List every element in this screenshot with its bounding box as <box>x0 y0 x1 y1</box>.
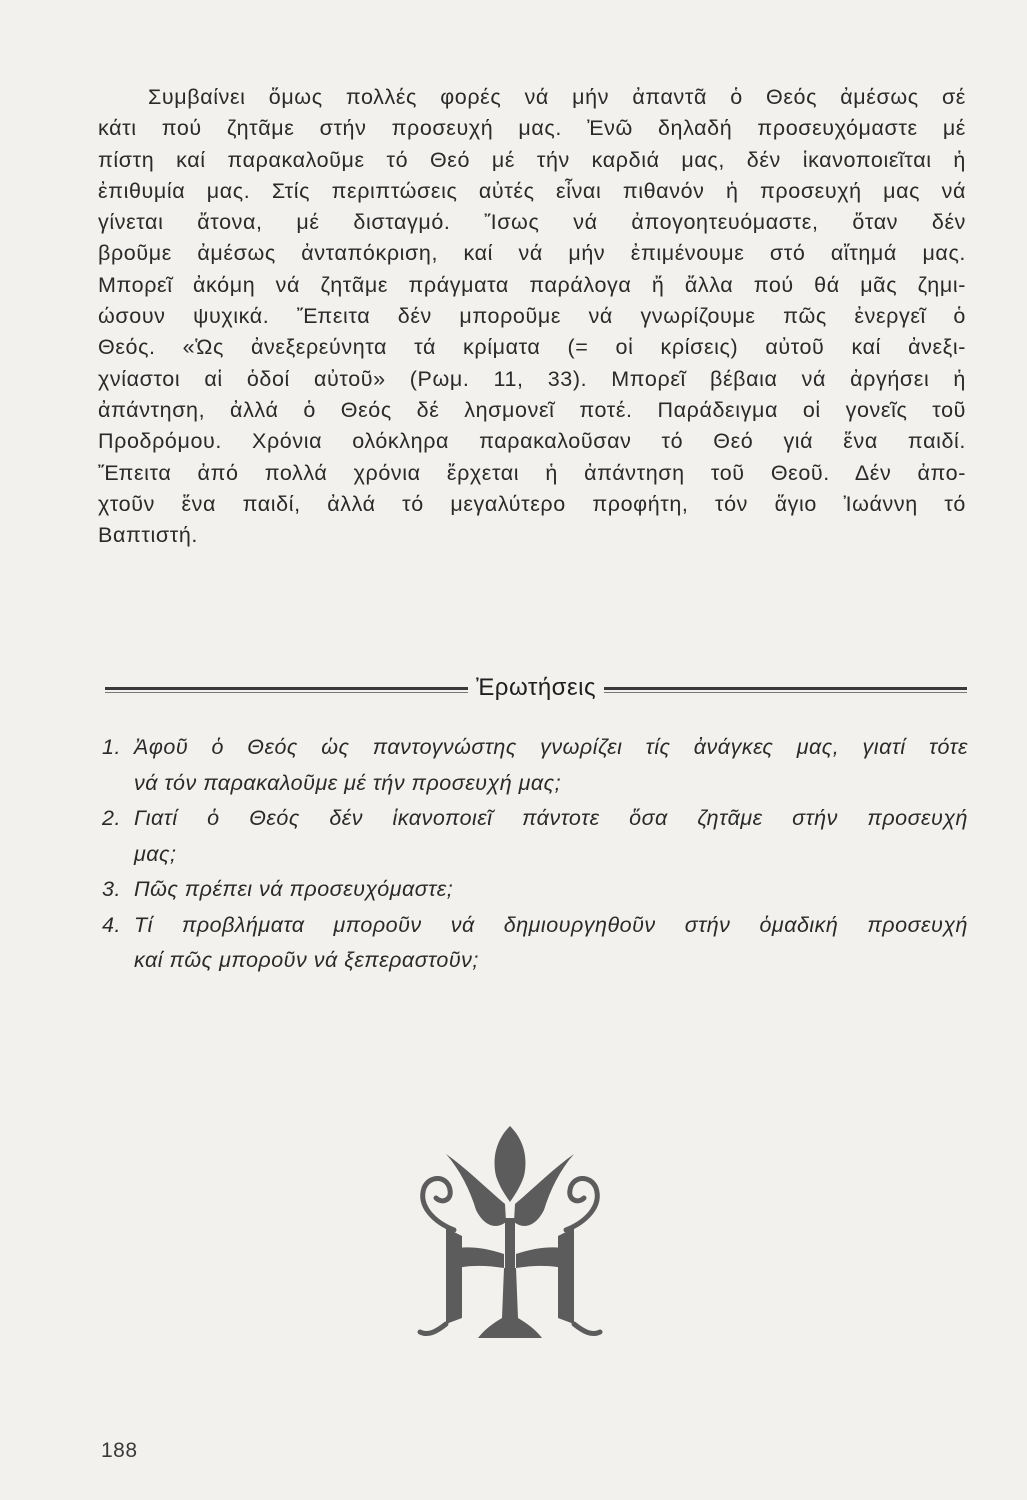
question-item <box>102 801 968 872</box>
question-line: Γιατί ὁ Θεός δέν ἱκανοποιεῖ πάντοτε ὅσα ζητᾶμε στήν προσευχή <box>134 806 968 830</box>
paragraph-line: Θεός. «Ὡς ἀνεξερεύνητα τά κρίματα (= οἱ κρίσεις) αὐτοῦ καί ἀνεξι- <box>98 335 966 360</box>
question-line: καί πῶς μποροῦν νά ξεπεραστοῦν; <box>134 948 479 972</box>
section-heading: Ἐρωτήσεις <box>475 674 597 701</box>
paragraph-line: ώσουν ψυχικά. Ἔπειτα δέν μποροῦμε νά γνωρίζουμε πῶς ἐνεργεῖ ὁ <box>98 304 966 329</box>
section-heading-row <box>105 668 967 708</box>
paragraph-line: γίνεται ἄτονα, μέ δισταγμό. Ἴσως νά ἀπογοητευόμαστε, ὅταν δέν <box>98 210 966 235</box>
paragraph-line: βροῦμε ἀμέσως ἀνταπόκριση, καί νά μήν ἐπιμένουμε στό αἴτημά μας. <box>98 241 966 266</box>
paragraph-line: Βαπτιστή. <box>98 523 198 548</box>
question-number: 4. <box>102 912 121 937</box>
paragraph-line: χνίαστοι αἱ ὁδοί αὐτοῦ» (Ρωμ. 11, 33). Μπορεῖ βέβαια νά ἀργήσει ἡ <box>98 366 966 391</box>
heading-rule-right <box>604 687 967 690</box>
cross-plant-ornament-icon <box>410 1118 610 1348</box>
question-line: Τί προβλήματα μποροῦν νά δημιουργηθοῦν στήν ὁμαδική προσευχή <box>134 912 968 937</box>
question-line: μας; <box>134 841 177 866</box>
paragraph-line: ἐπιθυμία μας. Στίς περιπτώσεις αὐτές εἶναι πιθανόν ἡ προσευχή μας νά <box>98 178 966 203</box>
paragraph-line: Προδρόμου. Χρόνια ολόκληρα παρακαλοῦσαν τό Θεό γιά ἕνα παιδί. <box>98 429 966 454</box>
paragraph-line: κάτι πού ζητᾶμε στήν προσευχή μας. Ἐνῶ δηλαδή προσευχόμαστε μέ <box>98 116 966 141</box>
question-item <box>102 908 968 979</box>
paragraph-line: Μπορεῖ ἀκόμη νά ζητᾶμε πράγματα παράλογα ἤ ἄλλα πού θά μᾶς ζημι- <box>98 272 966 297</box>
question-item <box>102 730 968 801</box>
paragraph-line: πίστη καί παρακαλοῦμε τό Θεό μέ τήν καρδιά μας, δέν ἱκανοποιεῖται ἡ <box>98 147 966 172</box>
question-line: Ἀφοῦ ὁ Θεός ὡς παντογνώστης γνωρίζει τίς ἀνάγκες μας, γιατί τότε <box>134 735 968 759</box>
question-line: Πῶς πρέπει νά προσευχόμαστε; <box>134 877 454 901</box>
question-number: 2. <box>102 806 121 830</box>
paragraph-line: Συμβαίνει ὅμως πολλές φορές νά μήν ἀπαντᾶ ὁ Θεός ἀμέσως σέ <box>148 85 966 109</box>
page-number: 188 <box>101 1439 138 1462</box>
question-number: 1. <box>102 735 121 759</box>
paragraph-line: χτοῦν ἕνα παιδί, ἀλλά τό μεγαλύτερο προφήτη, τόν ἅγιο Ἰωάννη τό <box>98 491 966 516</box>
question-number: 3. <box>102 877 121 901</box>
paragraph-line: Ἔπειτα ἀπό πολλά χρόνια ἔρχεται ἡ ἀπάντηση τοῦ Θεοῦ. Δέν ἀπο- <box>98 460 966 485</box>
heading-rule-left <box>105 687 468 690</box>
questions-list <box>102 730 968 979</box>
paragraph-line: ἀπάντηση, ἀλλά ὁ Θεός δέ λησμονεῖ ποτέ. Παράδειγμα οἱ γονεῖς τοῦ <box>98 397 966 422</box>
body-paragraph <box>98 82 966 551</box>
question-line: νά τόν παρακαλοῦμε μέ τήν προσευχή μας; <box>134 770 562 795</box>
question-item <box>102 872 968 908</box>
